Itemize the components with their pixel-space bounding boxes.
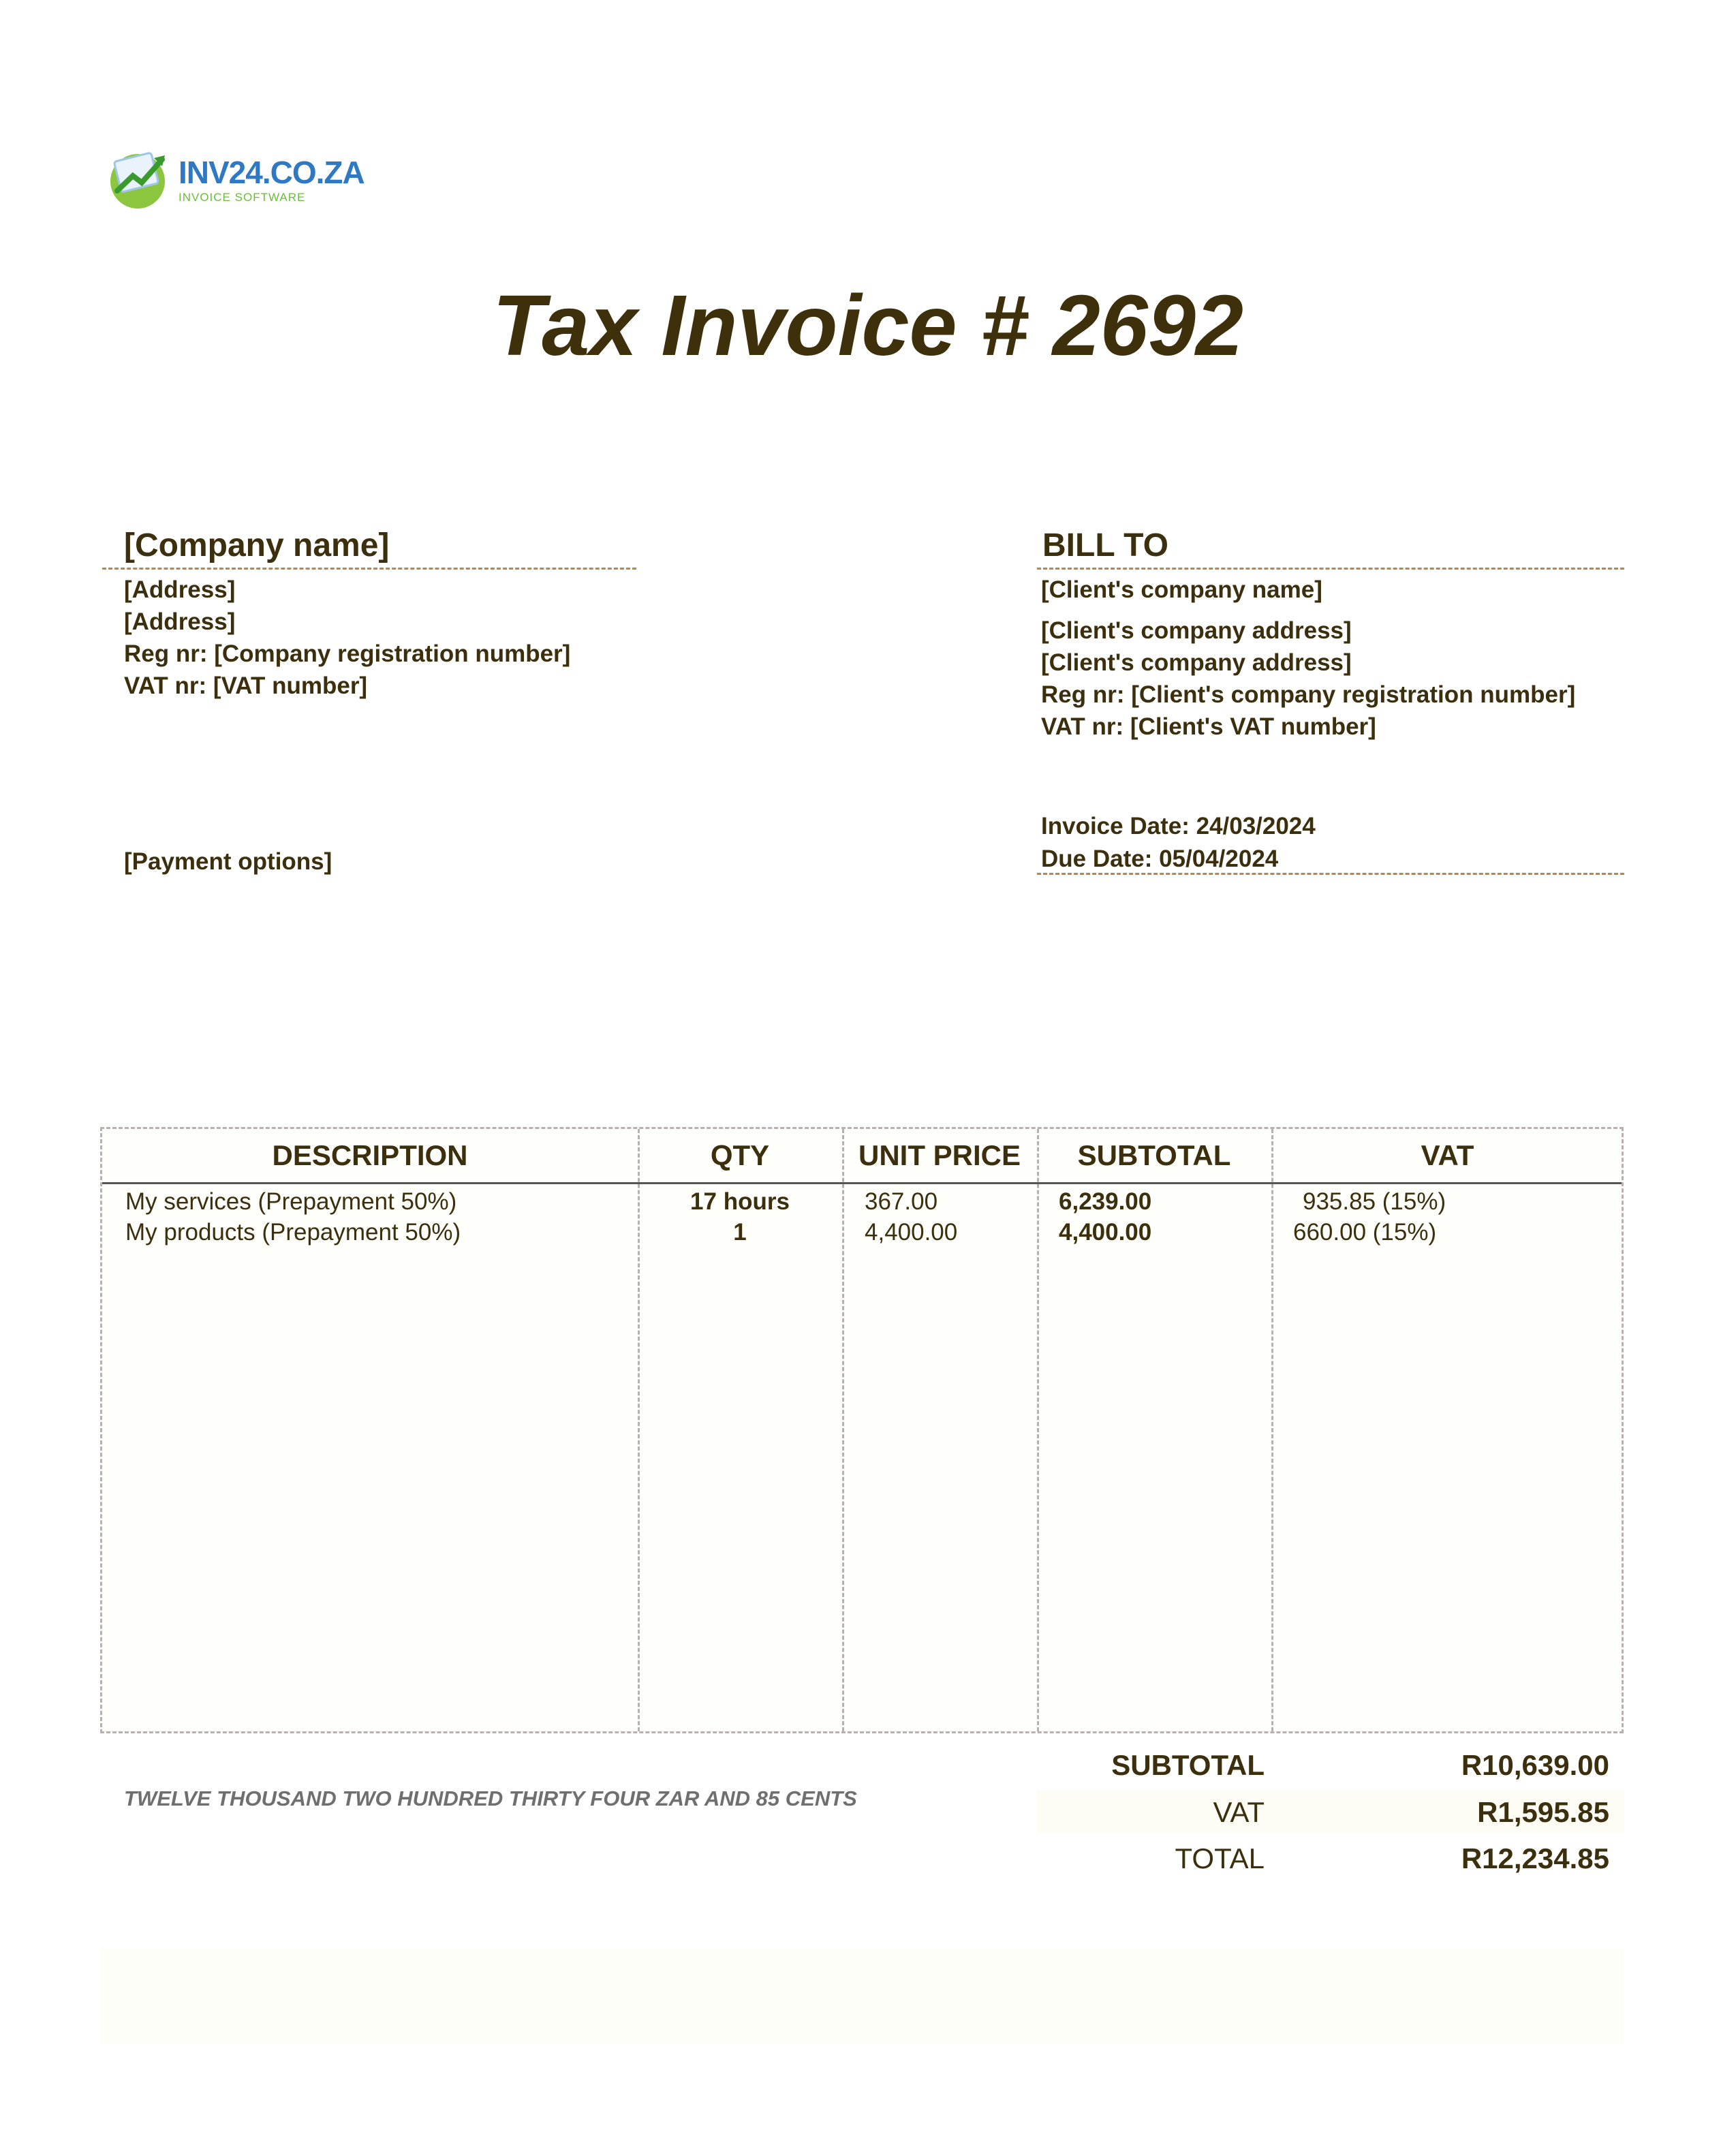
company-name: [Company name] (124, 527, 390, 563)
row1-description: My services (Prepayment 50%) (125, 1188, 457, 1215)
amount-in-words: TWELVE THOUSAND TWO HUNDRED THIRTY FOUR ZAR AND 85 CENTS (124, 1787, 857, 1810)
logo-icon (102, 143, 177, 211)
payment-options: [Payment options] (124, 848, 332, 875)
dates-divider (1037, 873, 1624, 875)
logo-name: INV24.CO.ZA (179, 155, 365, 190)
row2-unit-price: 4,400.00 (865, 1219, 958, 1246)
row1-subtotal: 6,239.00 (1059, 1188, 1152, 1215)
invoice-title: Tax Invoice # 2692 (492, 277, 1243, 373)
footer-band (100, 1949, 1624, 2044)
client-reg: Reg nr: [Client's company registration number] (1041, 681, 1576, 708)
row2-description: My products (Prepayment 50%) (125, 1219, 461, 1246)
client-address-1: [Client's company address] (1041, 617, 1352, 644)
column-divider (1037, 1129, 1039, 1731)
row2-vat: 660.00 (15%) (1293, 1219, 1437, 1246)
row1-unit-price: 367.00 (865, 1188, 938, 1215)
header-subtotal: SUBTOTAL (1077, 1139, 1231, 1171)
logo-tagline: INVOICE SOFTWARE (179, 191, 306, 204)
items-table (100, 1127, 1624, 1733)
company-vat: VAT nr: [VAT number] (124, 672, 368, 699)
header-description: DESCRIPTION (272, 1139, 468, 1171)
row2-qty: 1 (733, 1219, 747, 1246)
column-divider (1271, 1129, 1273, 1731)
header-vat: VAT (1421, 1139, 1474, 1171)
client-vat: VAT nr: [Client's VAT number] (1041, 713, 1376, 740)
client-company-name: [Client's company name] (1041, 576, 1322, 603)
company-address-1: [Address] (124, 576, 236, 603)
company-reg: Reg nr: [Company registration number] (124, 640, 571, 667)
total-value: R12,234.85 (1461, 1842, 1609, 1874)
due-date: Due Date: 05/04/2024 (1041, 846, 1279, 872)
subtotal-value: R10,639.00 (1461, 1749, 1609, 1781)
row1-qty: 17 hours (690, 1188, 790, 1215)
bill-to-heading: BILL TO (1042, 527, 1168, 563)
vat-value: R1,595.85 (1477, 1796, 1609, 1828)
bill-to-divider (1037, 568, 1624, 570)
invoice-date: Invoice Date: 24/03/2024 (1041, 813, 1316, 839)
row2-subtotal: 4,400.00 (1059, 1219, 1152, 1246)
column-divider (842, 1129, 844, 1731)
header-rule (102, 1182, 1622, 1184)
seller-divider (102, 568, 636, 570)
subtotal-label: SUBTOTAL (1111, 1749, 1265, 1781)
header-unit-price: UNIT PRICE (858, 1139, 1021, 1171)
company-address-2: [Address] (124, 608, 236, 635)
header-qty: QTY (710, 1139, 770, 1171)
total-label: TOTAL (1175, 1842, 1265, 1874)
row1-vat: 935.85 (15%) (1303, 1188, 1446, 1215)
client-address-2: [Client's company address] (1041, 649, 1352, 676)
vat-label: VAT (1213, 1796, 1265, 1828)
